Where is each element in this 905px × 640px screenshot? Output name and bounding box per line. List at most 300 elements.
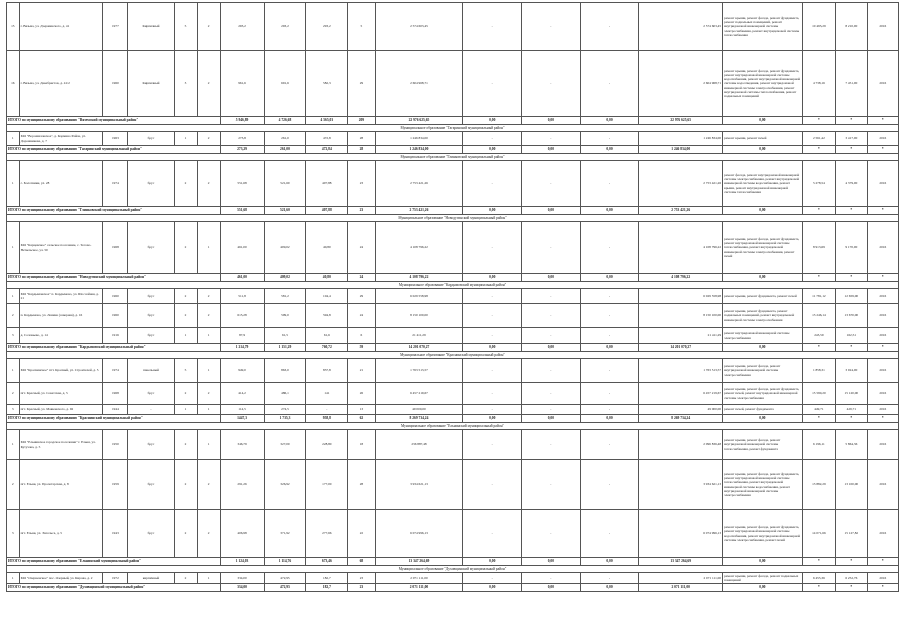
residents-count: 23 bbox=[348, 161, 375, 207]
residents-count: 29 bbox=[348, 289, 375, 304]
region-budget: - bbox=[522, 51, 581, 117]
unit-cost: 14 071,66 bbox=[802, 510, 836, 558]
build-year: 1974 bbox=[103, 359, 128, 383]
area-total: 461,00 bbox=[220, 222, 264, 274]
completion-year: 2016 bbox=[867, 383, 898, 405]
building-row bbox=[7, 573, 899, 584]
municipality-total-row bbox=[7, 274, 899, 282]
area-living: 472,95 bbox=[264, 573, 306, 584]
area-total: 551,68 bbox=[220, 161, 264, 207]
area-residential: 228,80 bbox=[306, 430, 348, 460]
building-address: г. Вязьма, ул. Декабристов, д. 41/2 bbox=[19, 51, 103, 117]
building-row bbox=[7, 430, 899, 460]
total-owners: 8 269 734,24 bbox=[639, 415, 723, 423]
total-region: 0,00 bbox=[522, 117, 581, 125]
total-area-living: 261,00 bbox=[264, 146, 306, 154]
total-owners: 13 347 264,69 bbox=[639, 558, 723, 566]
row-number: 2 bbox=[7, 460, 20, 510]
total-area-residential: 472,84 bbox=[306, 146, 348, 154]
municipality-total-row bbox=[7, 117, 899, 125]
unit-cost-max: 5 864,36 bbox=[836, 430, 867, 460]
unit-cost: 10 493,29 bbox=[802, 3, 836, 51]
unit-cost: 13 882,29 bbox=[802, 460, 836, 510]
row-number: 3 bbox=[7, 405, 20, 415]
total-label: ИТОГО по муниципальному образованию "Вяземский муниципальный район" bbox=[7, 117, 221, 125]
region-budget: - bbox=[522, 328, 581, 344]
total-label: ИТОГО по муниципальному образованию "Кардымовский муниципальный район" bbox=[7, 344, 221, 352]
floors-count: 2 bbox=[174, 573, 197, 584]
floors-count: 2 bbox=[174, 430, 197, 460]
unit-cost: 4 738,16 bbox=[802, 51, 836, 117]
floors-count: 1 bbox=[174, 328, 197, 344]
total-mark: * bbox=[836, 207, 867, 215]
repair-works: ремонт крыши, ремонт фасада, ремонт фундамента, ремонт печей, ремонт внутридомовой инженерной системы электроснабжения bbox=[723, 383, 803, 405]
region-budget: - bbox=[522, 405, 581, 415]
total-unit-cost: 0,00 bbox=[723, 146, 803, 154]
residents-count: 6 bbox=[348, 328, 375, 344]
wall-material: брус bbox=[128, 430, 174, 460]
area-residential: 277,66 bbox=[306, 510, 348, 558]
building-address: МО "Краснинское" пгт. Красный, ул. Строителей, д. 5 bbox=[19, 359, 103, 383]
total-label: ИТОГО по муниципальному образованию "Глинковский муниципальный район" bbox=[7, 207, 221, 215]
building-row bbox=[7, 161, 899, 207]
build-year: 1960 bbox=[103, 289, 128, 304]
total-cost: 22 976 625,65 bbox=[375, 117, 463, 125]
municipality-header-row bbox=[7, 282, 899, 289]
total-unit-cost: 0,00 bbox=[723, 117, 803, 125]
total-area-residential: 40,80 bbox=[306, 274, 348, 282]
municipality-name: Муниципальное образование "Краснинский муниципальный район" bbox=[7, 352, 899, 359]
repair-works: ремонт крыши, ремонт фундамента, ремонт печей bbox=[723, 289, 803, 304]
local-budget: - bbox=[580, 51, 639, 117]
repair-works: ремонт крыши, ремонт фасада, ремонт фундамента, ремонт внутридомовой инженерной системы теплоснабжения, ремонт внутридомовой инженерной системы электроснабжения, ремонт печей bbox=[723, 222, 803, 274]
repair-cost-total: 21 411,29 bbox=[375, 328, 463, 344]
fund-share: - bbox=[463, 405, 522, 415]
building-row bbox=[7, 510, 899, 558]
total-local: 0,00 bbox=[580, 146, 639, 154]
region-budget: - bbox=[522, 289, 581, 304]
municipality-header-row bbox=[7, 566, 899, 573]
floors-count: 5 bbox=[174, 359, 197, 383]
municipality-total-row bbox=[7, 344, 899, 352]
total-region: 0,00 bbox=[522, 415, 581, 423]
total-mark: * bbox=[867, 415, 898, 423]
owners-funds: 6 029 558,98 bbox=[639, 289, 723, 304]
unit-cost-max: 3 024,00 bbox=[836, 359, 867, 383]
residents-count: 26 bbox=[348, 383, 375, 405]
total-area: 461,00 bbox=[220, 274, 264, 282]
row-number: 2 bbox=[7, 383, 20, 405]
register-sheet bbox=[6, 2, 899, 592]
region-budget: - bbox=[522, 573, 581, 584]
completion-year: 2016 bbox=[867, 405, 898, 415]
municipality-total-row bbox=[7, 207, 899, 215]
fund-share: - bbox=[463, 359, 522, 383]
total-fund: 0,00 bbox=[463, 146, 522, 154]
unit-cost: 11 781,12 bbox=[802, 289, 836, 304]
total-mark: * bbox=[867, 207, 898, 215]
entrances-count: 1 bbox=[197, 430, 220, 460]
region-budget: - bbox=[522, 460, 581, 510]
floors-count: 2 bbox=[174, 289, 197, 304]
area-total: 961,6 bbox=[220, 51, 264, 117]
row-number: 3 bbox=[7, 510, 20, 558]
municipality-header-row bbox=[7, 215, 899, 222]
wall-material: брус bbox=[128, 304, 174, 328]
entrances-count: 2 bbox=[197, 3, 220, 51]
region-budget: - bbox=[522, 510, 581, 558]
area-residential: 177,00 bbox=[306, 460, 348, 510]
repair-cost-total: 8 150 100,00 bbox=[375, 304, 463, 328]
wall-material: брус bbox=[128, 460, 174, 510]
fund-share: - bbox=[463, 51, 522, 117]
total-mark: * bbox=[836, 584, 867, 592]
floors-count: 2 bbox=[174, 460, 197, 510]
fund-share: - bbox=[463, 304, 522, 328]
completion-year: 2016 bbox=[867, 573, 898, 584]
owners-funds: 2 096 836,48 bbox=[639, 430, 723, 460]
completion-year: 2016 bbox=[867, 359, 898, 383]
total-area-residential: 673,46 bbox=[306, 558, 348, 566]
building-address: пгт. Красный, ул. Советская, д. 5 bbox=[19, 383, 103, 405]
fund-share: - bbox=[463, 460, 522, 510]
wall-material: панельный bbox=[128, 359, 174, 383]
total-area: 1447,3 bbox=[220, 415, 264, 423]
row-number: 1 bbox=[7, 132, 20, 146]
wall-material: кирпичный bbox=[128, 573, 174, 584]
total-local: 0,00 bbox=[580, 207, 639, 215]
repair-works: ремонт крыши, ремонт фасада, ремонт фундамента, ремонт подвальных помещений, ремонт внутридомовой инженерной системы электроснабжения, ремонт внутридомовой системы теплоснабжения bbox=[723, 3, 803, 51]
unit-cost: 13 246,14 bbox=[802, 304, 836, 328]
area-living: 521,60 bbox=[264, 161, 306, 207]
repair-cost-total: 3 934 621,13 bbox=[375, 460, 463, 510]
total-residents: 62 bbox=[348, 415, 375, 423]
area-living: 274,5 bbox=[264, 405, 306, 415]
fund-share: - bbox=[463, 161, 522, 207]
municipality-total-row bbox=[7, 415, 899, 423]
local-budget: - bbox=[580, 304, 639, 328]
total-mark: * bbox=[867, 274, 898, 282]
area-living: 261,0 bbox=[264, 132, 306, 146]
total-region: 0,00 bbox=[522, 558, 581, 566]
unit-cost-max: 13 670,00 bbox=[836, 304, 867, 328]
total-mark: * bbox=[802, 344, 836, 352]
completion-year: 2016 bbox=[867, 460, 898, 510]
area-total: 406,98 bbox=[220, 510, 264, 558]
completion-year: 2016 bbox=[867, 132, 898, 146]
residents-count: 29 bbox=[348, 51, 375, 117]
completion-year: 2016 bbox=[867, 51, 898, 117]
total-area-residential: 4 565,03 bbox=[306, 117, 348, 125]
unit-cost: 15 590,20 bbox=[802, 383, 836, 405]
build-year: 1972 bbox=[103, 573, 128, 584]
owners-funds: 2 604 968,71 bbox=[639, 51, 723, 117]
local-budget: - bbox=[580, 222, 639, 274]
local-budget: - bbox=[580, 359, 639, 383]
total-local: 0,00 bbox=[580, 274, 639, 282]
register-body bbox=[7, 3, 899, 592]
building-address: пгт. Красный, ул. Маяковского, д. 92 bbox=[19, 405, 103, 415]
area-total: 114,5 bbox=[220, 405, 264, 415]
municipality-header-row bbox=[7, 423, 899, 430]
municipality-header-row bbox=[7, 125, 899, 132]
build-year: 1968 bbox=[103, 222, 128, 274]
building-address: г. Вязьма, ул. Дзержинского, д. 41 bbox=[19, 3, 103, 51]
local-budget: - bbox=[580, 405, 639, 415]
repair-works: ремонт крыши, ремонт фасада, ремонт фундамента, ремонт внутридомовой инженерной системы водоснабжения, ремонт внутридомовой инженерной системы водоотведения, ремонт внутридомовой инженерной системы электроснабжения, ремонт внутридомовой системы теплоснабжения, ремонт подвальных помещений bbox=[723, 51, 803, 117]
building-address: МО "Кардымовское" п. Кардымово, ул. Шоссейная, д. 21 bbox=[19, 289, 103, 304]
repair-works: ремонт крыши, ремонт фасада, ремонт фундамента, ремонт внутридомовой инженерной системы водоснабжения, ремонт внутридомовой инженерной системы электроснабжения, ремонт печей bbox=[723, 510, 803, 558]
area-living: 581,2 bbox=[264, 289, 306, 304]
floors-count: 1 bbox=[174, 132, 197, 146]
owners-funds: 1 246 834,00 bbox=[639, 132, 723, 146]
row-number: 16 bbox=[7, 51, 20, 117]
owners-funds: 6 074 996,13 bbox=[639, 510, 723, 558]
total-mark: * bbox=[802, 558, 836, 566]
completion-year: 2016 bbox=[867, 304, 898, 328]
total-area: 334,00 bbox=[220, 584, 264, 592]
fund-share: - bbox=[463, 328, 522, 344]
completion-year: 2016 bbox=[867, 222, 898, 274]
area-residential: 40,80 bbox=[306, 222, 348, 274]
floors-count: 2 bbox=[174, 222, 197, 274]
unit-cost: 1 858,31 bbox=[802, 359, 836, 383]
total-owners: 1 246 834,00 bbox=[639, 146, 723, 154]
area-total: 949,0 bbox=[220, 359, 264, 383]
row-number: 1 bbox=[7, 222, 20, 274]
area-total: 615,28 bbox=[220, 304, 264, 328]
repair-cost-total: 1 763 513,57 bbox=[375, 359, 463, 383]
area-living: 326,92 bbox=[264, 460, 306, 510]
completion-year: 2016 bbox=[867, 510, 898, 558]
building-address: пгт. Ельня, ул. Энгельса, д. 5 bbox=[19, 510, 103, 558]
floors-count: 5 bbox=[174, 3, 197, 51]
total-fund: 0,00 bbox=[463, 274, 522, 282]
fund-share: - bbox=[463, 3, 522, 51]
total-area: 273,29 bbox=[220, 146, 264, 154]
residents-count: 13 bbox=[348, 405, 375, 415]
repair-cost-total: 236 887,48 bbox=[375, 430, 463, 460]
total-residents: 209 bbox=[348, 117, 375, 125]
total-residents: 23 bbox=[348, 584, 375, 592]
area-total: 334,00 bbox=[220, 573, 264, 584]
total-fund: 0,00 bbox=[463, 558, 522, 566]
area-total: 346,79 bbox=[220, 430, 264, 460]
total-fund: 0,00 bbox=[463, 415, 522, 423]
building-row bbox=[7, 3, 899, 51]
total-cost: 13 347 264,69 bbox=[375, 558, 463, 566]
floors-count: 2 bbox=[174, 383, 197, 405]
entrances-count: 2 bbox=[197, 510, 220, 558]
build-year: 1960 bbox=[103, 51, 128, 117]
unit-cost: 5 278,54 bbox=[802, 161, 836, 207]
total-mark: * bbox=[836, 344, 867, 352]
total-local: 0,00 bbox=[580, 415, 639, 423]
repair-works: ремонт печей, ремонт фундамента bbox=[723, 405, 803, 415]
wall-material: брус bbox=[128, 132, 174, 146]
wall-material: брус bbox=[128, 161, 174, 207]
region-budget: - bbox=[522, 304, 581, 328]
local-budget: - bbox=[580, 430, 639, 460]
repair-cost-total: 49 000,00 bbox=[375, 405, 463, 415]
total-region: 0,00 bbox=[522, 584, 581, 592]
total-label: ИТОГО по муниципальному образованию "Новодугинский муниципальный район" bbox=[7, 274, 221, 282]
area-residential: - bbox=[306, 405, 348, 415]
total-mark: * bbox=[867, 117, 898, 125]
building-address: МО "Ворошиловское", д. Кормино Район, ул. Дорожникова, д. 7 bbox=[19, 132, 103, 146]
completion-year: 2016 bbox=[867, 161, 898, 207]
building-row bbox=[7, 405, 899, 415]
unit-cost-max: 13 100,00 bbox=[836, 460, 867, 510]
repair-cost-total: 6 074 996,13 bbox=[375, 510, 463, 558]
building-row bbox=[7, 304, 899, 328]
total-owners: 4 108 796,22 bbox=[639, 274, 723, 282]
total-region: 0,00 bbox=[522, 344, 581, 352]
repair-cost-total: 2 071 111,00 bbox=[375, 573, 463, 584]
repair-works: ремонт крыши, ремонт фундамента, ремонт подвальных помещений, ремонт внутридомовой инженерной системы электроснабжения bbox=[723, 304, 803, 328]
owners-funds: 3 934 621,13 bbox=[639, 460, 723, 510]
total-mark: * bbox=[836, 415, 867, 423]
total-area-living: 1 735,3 bbox=[264, 415, 306, 423]
municipality-name: Муниципальное образование "Гагаринский муниципальный район" bbox=[7, 125, 899, 132]
floors-count: 2 bbox=[174, 304, 197, 328]
completion-year: 2016 bbox=[867, 3, 898, 51]
wall-material: брус bbox=[128, 510, 174, 558]
owners-funds: 2 574 603,45 bbox=[639, 3, 723, 51]
local-budget: - bbox=[580, 460, 639, 510]
wall-material: - bbox=[128, 405, 174, 415]
repair-cost-total: 2 604 968,71 bbox=[375, 51, 463, 117]
residents-count: 18 bbox=[348, 430, 375, 460]
building-address: МО "Ельнинское городское поселение" г. Ельня, ул. Кутузова, д. 5 bbox=[19, 430, 103, 460]
total-mark: * bbox=[802, 117, 836, 125]
entrances-count: 2 bbox=[197, 161, 220, 207]
unit-cost-max: 6 252,76 bbox=[836, 573, 867, 584]
entrances-count: 2 bbox=[197, 289, 220, 304]
total-area-residential: 407,88 bbox=[306, 207, 348, 215]
region-budget: - bbox=[522, 430, 581, 460]
wall-material: брус bbox=[128, 222, 174, 274]
municipality-total-row bbox=[7, 558, 899, 566]
building-address: МО "Карцевское" сельское поселение, с. Тесово-Нетыльское, ул. 50 bbox=[19, 222, 103, 274]
residents-count: 28 bbox=[348, 132, 375, 146]
municipality-total-row bbox=[7, 146, 899, 154]
building-address: МО "Озерненское" пос. Озерный, ул. Кирова, д. 2 bbox=[19, 573, 103, 584]
total-owners: 22 976 625,65 bbox=[639, 117, 723, 125]
total-unit-cost: 0,00 bbox=[723, 274, 803, 282]
entrances-count: 1 bbox=[197, 328, 220, 344]
total-mark: * bbox=[802, 207, 836, 215]
total-owners: 2 071 111,00 bbox=[639, 584, 723, 592]
local-budget: - bbox=[580, 328, 639, 344]
total-area: 1 214,79 bbox=[220, 344, 264, 352]
fund-share: - bbox=[463, 383, 522, 405]
area-living: 486,1 bbox=[264, 383, 306, 405]
area-total: 511,8 bbox=[220, 289, 264, 304]
municipality-name: Муниципальное образование "Ельнинский муниципальный район" bbox=[7, 423, 899, 430]
residents-count: 24 bbox=[348, 304, 375, 328]
residents-count: 28 bbox=[348, 460, 375, 510]
total-cost: 1 246 834,00 bbox=[375, 146, 463, 154]
build-year: 1960 bbox=[103, 304, 128, 328]
floors-count: 2 bbox=[174, 161, 197, 207]
fund-share: - bbox=[463, 430, 522, 460]
entrances-count: 2 bbox=[197, 383, 220, 405]
owners-funds: 2 753 421,26 bbox=[639, 161, 723, 207]
unit-cost: 6 196,11 bbox=[802, 430, 836, 460]
total-cost: 4 108 796,22 bbox=[375, 274, 463, 282]
area-living: 293,2 bbox=[264, 3, 306, 51]
building-address: п. Кардымово, ул. Ленина (северная), д. 16 bbox=[19, 304, 103, 328]
municipality-name: Муниципальное образование "Новодугинский муниципальный район" bbox=[7, 215, 899, 222]
municipality-name: Муниципальное образование "Глинковский муниципальный район" bbox=[7, 154, 899, 161]
building-row bbox=[7, 289, 899, 304]
municipality-header-row bbox=[7, 352, 899, 359]
building-row bbox=[7, 383, 899, 405]
repair-cost-total: 6 029 558,98 bbox=[375, 289, 463, 304]
total-label: ИТОГО по муниципальному образованию "Ельнинский муниципальный район" bbox=[7, 558, 221, 566]
unit-cost-max: 12 659,00 bbox=[836, 289, 867, 304]
entrances-count: 2 bbox=[197, 304, 220, 328]
total-unit-cost: 0,00 bbox=[723, 558, 803, 566]
building-address: д. Соловьево, д. 14 bbox=[19, 328, 103, 344]
unit-cost-max: 429,71 bbox=[836, 405, 867, 415]
row-number: 1 bbox=[7, 161, 20, 207]
total-fund: 0,00 bbox=[463, 117, 522, 125]
area-residential: 594,8 bbox=[306, 304, 348, 328]
area-residential: 61,6 bbox=[306, 328, 348, 344]
residents-count: 21 bbox=[348, 359, 375, 383]
unit-cost: 8 913,69 bbox=[802, 222, 836, 274]
area-living: 327,00 bbox=[264, 430, 306, 460]
total-cost: 8 269 734,24 bbox=[375, 415, 463, 423]
area-living: 863,0 bbox=[264, 359, 306, 383]
unit-cost-max: 162,51 bbox=[836, 328, 867, 344]
residents-count: 23 bbox=[348, 573, 375, 584]
unit-cost-max: 9 170,00 bbox=[836, 222, 867, 274]
area-residential: 837,8 bbox=[306, 359, 348, 383]
entrances-count: 2 bbox=[197, 51, 220, 117]
total-region: 0,00 bbox=[522, 146, 581, 154]
residents-count: 22 bbox=[348, 510, 375, 558]
area-total: 87,9 bbox=[220, 328, 264, 344]
total-cost: 14 201 070,27 bbox=[375, 344, 463, 352]
build-year: 1959 bbox=[103, 460, 128, 510]
repair-works: ремонт внутридомовой инженерной системы электроснабжения bbox=[723, 328, 803, 344]
area-total: 291,26 bbox=[220, 460, 264, 510]
total-cost: 2 753 421,26 bbox=[375, 207, 463, 215]
repair-cost-total: 4 108 796,22 bbox=[375, 222, 463, 274]
unit-cost: 6 455,36 bbox=[802, 573, 836, 584]
total-mark: * bbox=[867, 146, 898, 154]
total-residents: 24 bbox=[348, 274, 375, 282]
total-residents: 68 bbox=[348, 558, 375, 566]
total-mark: * bbox=[867, 584, 898, 592]
building-row bbox=[7, 359, 899, 383]
residents-count: 5 bbox=[348, 3, 375, 51]
total-area-living: 4 726,68 bbox=[264, 117, 306, 125]
area-living: 691,6 bbox=[264, 51, 306, 117]
total-mark: * bbox=[802, 274, 836, 282]
local-budget: - bbox=[580, 289, 639, 304]
total-unit-cost: 0,00 bbox=[723, 344, 803, 352]
repair-works: ремонт крыши, ремонт печей bbox=[723, 132, 803, 146]
owners-funds: 8 150 100,00 bbox=[639, 304, 723, 328]
municipality-total-row bbox=[7, 584, 899, 592]
completion-year: 2016 bbox=[867, 328, 898, 344]
building-row bbox=[7, 51, 899, 117]
entrances-count: 1 bbox=[197, 573, 220, 584]
